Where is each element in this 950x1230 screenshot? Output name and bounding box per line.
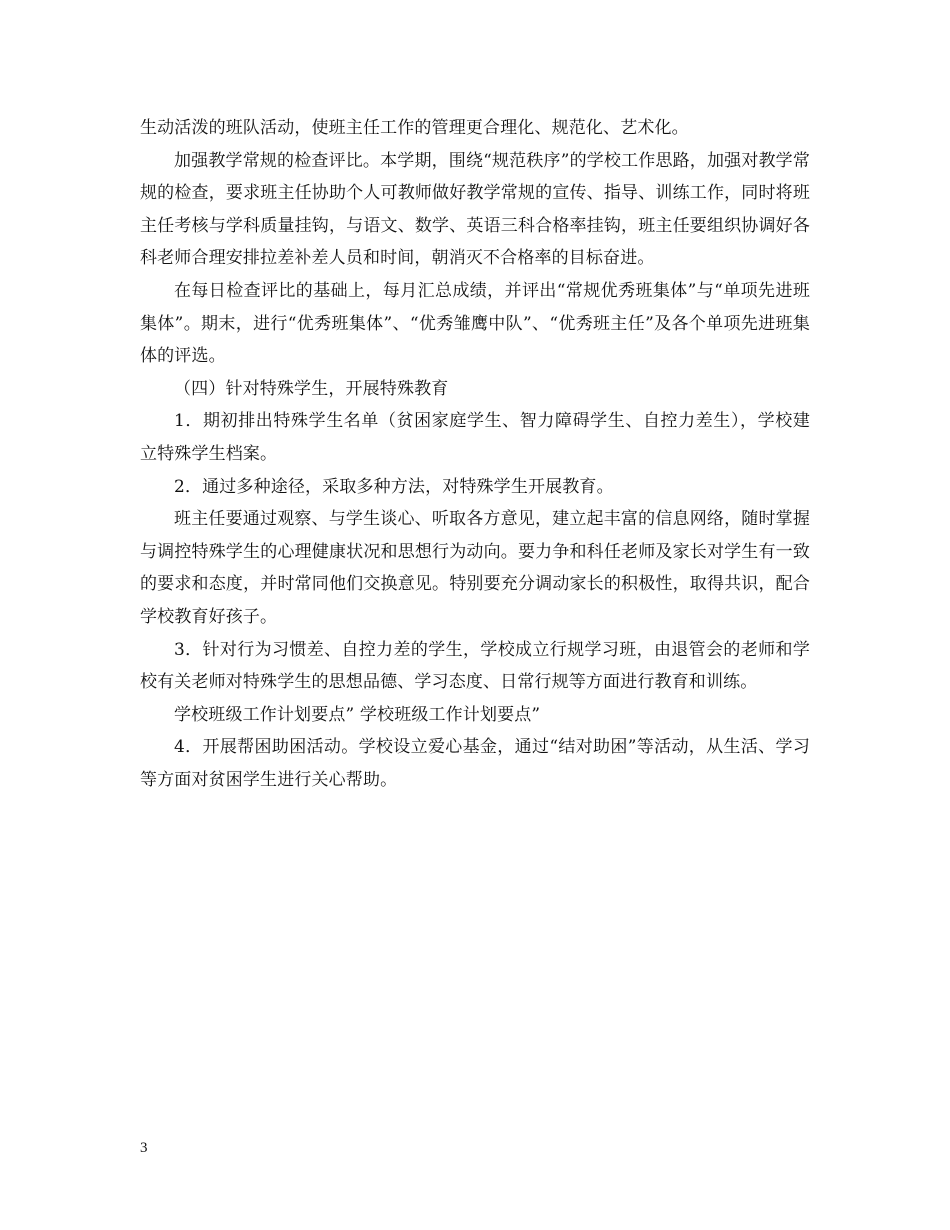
section-heading-4: （四）针对特殊学生，开展特殊教育 <box>174 378 449 399</box>
paragraph-list-item-4: 4．开展帮困助困活动。学校设立爱心基金，通过“结对助困”等活动，从生活、学习等方面对贫困学生进行关心帮助。 <box>140 737 810 790</box>
document-body <box>140 112 810 796</box>
page-number: 3 <box>140 1140 148 1156</box>
paragraph-list-item-2: 2．通过多种途径，采取多种方法，对特殊学生开展教育。 <box>174 476 614 497</box>
paragraph-3: 在每日检查评比的基础上，每月汇总成绩，并评出“常规优秀班集体”与“单项先进班集体”。期末，进行“优秀班集体”、“优秀雏鹰中队”、“优秀班主任”及各个单项先进班集体的评选。 <box>140 280 810 367</box>
paragraph-2: 加强教学常规的检查评比。本学期，围绕“规范秩序”的学校工作思路，加强对教学常规的检查，要求班主任协助个人可教师做好教学常规的宣传、指导、训练工作，同时将班主任考核与学科质量挂钩，与语文、数学、英语三科合格率挂钩，班主任要组织协调好各科老师合理安排拉差补差人员和时间，朝消灭不合格率的目标奋进。 <box>140 150 810 269</box>
paragraph-6: 学校班级工作计划要点” 学校班级工作计划要点” <box>174 704 541 725</box>
paragraph-5: 班主任要通过观察、与学生谈心、听取各方意见，建立起丰富的信息网络，随时掌握与调控特殊学生的心理健康状况和思想行为动向。要力争和科任老师及家长对学生有一致的要求和态度，并时常同他们交换意见。特别要充分调动家长的积极性，取得共识，配合学校教育好孩子。 <box>140 509 810 627</box>
paragraph-list-item-1: 1．期初排出特殊学生名单（贫困家庭学生、智力障碍学生、自控力差生），学校建立特殊学生档案。 <box>140 411 810 464</box>
paragraph-list-item-3: 3．针对行为习惯差、自控力差的学生，学校成立行规学习班，由退管会的老师和学校有关老师对特殊学生的思想品德、学习态度、日常行规等方面进行教育和训练。 <box>140 639 810 693</box>
paragraph-1: 生动活泼的班队活动，使班主任工作的管理更合理化、规范化、艺术化。 <box>140 118 689 138</box>
